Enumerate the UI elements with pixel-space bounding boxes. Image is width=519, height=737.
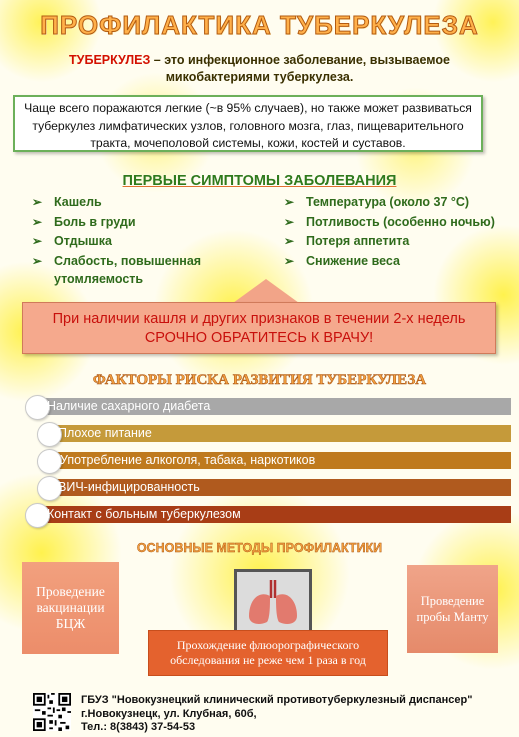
footer-contacts	[81, 694, 472, 735]
alert-line2: СРОЧНО ОБРАТИТЕСЬ К ВРАЧУ!	[144, 330, 374, 346]
bullet-arrow-icon: ➢	[32, 234, 43, 248]
bullet-arrow-icon: ➢	[32, 214, 43, 229]
symptom-item: ➢ Потеря аппетита	[284, 232, 509, 251]
methods-title: ОСНОВНЫЕ МЕТОДЫ ПРОФИЛАКТИКИ	[136, 541, 383, 555]
symptom-item: ➢ Слабость, повышенная утомляемость	[32, 253, 202, 286]
alert-box	[22, 302, 496, 354]
method-vaccination: Проведение вакцинации БЦЖ	[22, 562, 119, 654]
definition-line1: – это инфекционное заболевание, вызываемое	[150, 53, 450, 67]
method-fluorography: Прохождение флюорографического обследования не реже чем 1 раза в год	[148, 630, 388, 676]
risk-factor-item	[25, 452, 511, 469]
symptom-item: ➢ Отдышка	[32, 232, 252, 251]
risk-factor-item	[25, 425, 511, 442]
bullet-arrow-icon: ➢	[284, 253, 295, 268]
risk-factor-label: Употребление алкоголя, табака, наркотиков	[60, 453, 316, 467]
symptoms-title: ПЕРВЫЕ СИМПТОМЫ ЗАБОЛЕВАНИЯ	[122, 173, 397, 189]
definition-line2: микобактериями туберкулеза.	[165, 70, 354, 84]
symptom-item: ➢ Потливость (особенно ночью)	[284, 213, 509, 232]
qr-code-icon	[33, 693, 71, 731]
risk-factor-label: Контакт с больным туберкулезом	[47, 507, 241, 521]
method-mantoux: Проведение пробы Манту	[407, 565, 498, 653]
bullet-arrow-icon: ➢	[284, 214, 295, 229]
arrow-up-icon	[233, 279, 299, 303]
risk-factor-item	[25, 398, 511, 415]
risk-factor-item	[25, 506, 511, 523]
bullet-arrow-icon: ➢	[32, 195, 43, 209]
bullet-arrow-icon: ➢	[284, 195, 295, 209]
definition-text	[30, 52, 489, 86]
symptom-item: ➢ Боль в груди	[32, 213, 252, 232]
page-title: ПРОФИЛАКТИКА ТУБЕРКУЛЕЗА	[40, 10, 479, 40]
alert-line1: При наличии кашля и других признаков в течении 2-х недель	[52, 311, 466, 327]
definition-term: ТУБЕРКУЛЕЗ	[69, 53, 151, 67]
symptoms-list-left	[32, 193, 252, 290]
lungs-xray-icon	[234, 569, 312, 633]
risk-factor-circle	[37, 449, 62, 474]
symptom-item: ➢ Температура (около 37 °С)	[284, 193, 509, 212]
footer-phone: Тел.: 8(3843) 37-54-53	[81, 721, 196, 733]
symptoms-list-right	[284, 193, 509, 271]
risk-factor-label: Наличие сахарного диабета	[47, 399, 211, 413]
footer-org: ГБУЗ "Новокузнецкий клинический противотуберкулезный диспансер"	[81, 694, 473, 706]
symptom-item: ➢ Снижение веса	[284, 252, 509, 271]
risk-factors-title: ФАКТОРЫ РИСКА РАЗВИТИЯ ТУБЕРКУЛЕЗА	[92, 372, 427, 388]
risk-factor-item	[25, 479, 511, 496]
bullet-arrow-icon: ➢	[284, 234, 295, 248]
risk-factor-label: ВИЧ-инфицированность	[58, 480, 200, 494]
bullet-arrow-icon: ➢	[32, 253, 43, 268]
info-box: Чаще всего поражаются легкие (~в 95% случаев), но также может развиваться туберкулез лимфатических узлов, головного мозга, глаз, пищеварительного тракта, мочеполовой системы, кожи, костей и суставов.	[13, 95, 483, 152]
footer-address: г.Новокузнецк, ул. Клубная, 60б,	[81, 707, 257, 720]
risk-factor-label: Плохое питание	[58, 426, 152, 440]
symptom-item: ➢ Кашель	[32, 193, 252, 212]
